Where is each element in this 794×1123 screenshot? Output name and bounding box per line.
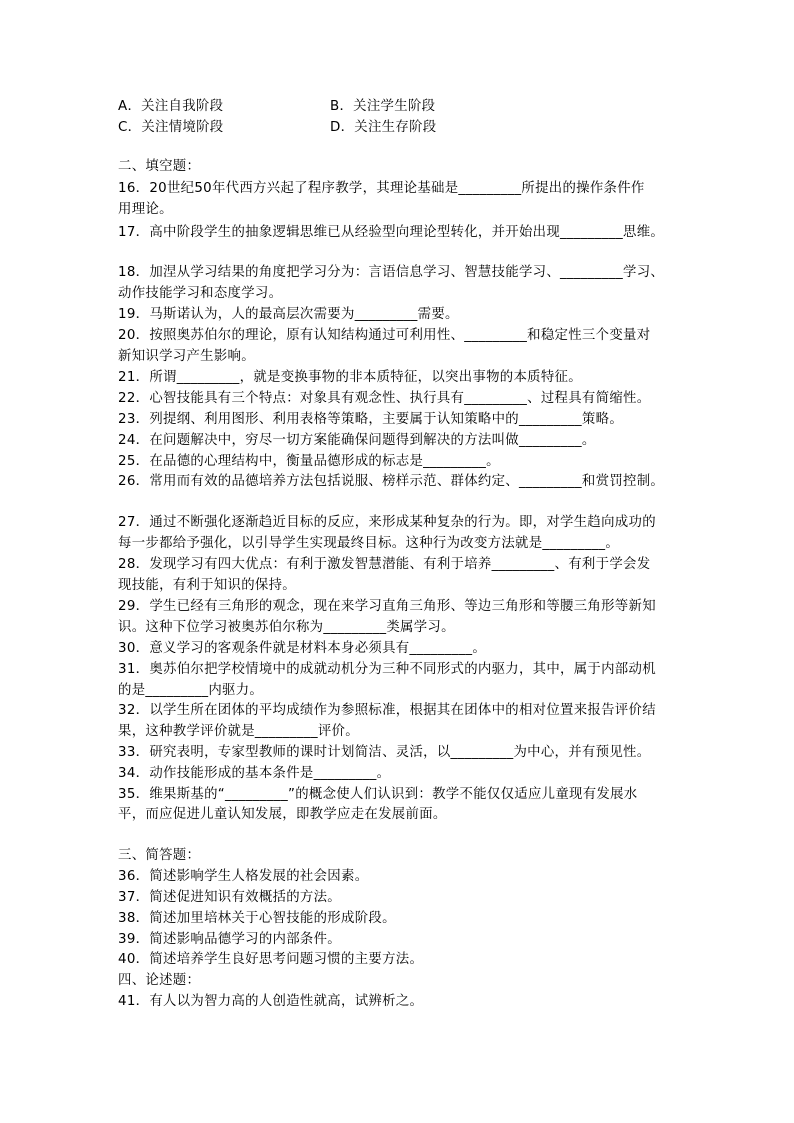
text-line: 27．通过不断强化逐渐趋近目标的反应，来形成某种复杂的行为。即，对学生趋向成功的 [118,515,656,530]
text-line: 20．按照奥苏伯尔的理论，原有认知结构通过可利用性、_________和稳定性三个变量对 [118,328,651,343]
text-line: 25．在品德的心理结构中，衡量品德形成的标志是_________。 [118,454,500,469]
text-line: 平，而应促进儿童认知发展，即教学应走在发展前面。 [118,807,447,822]
text-line: 二、填空题： [118,159,201,174]
text-line: 40．简述培养学生良好思考问题习惯的主要方法。 [118,952,424,967]
text-line: 用理论。 [118,202,173,217]
text-line: 22．心智技能具有三个特点：对象具有观念性、执行具有_________、过程具有简缩性。 [118,391,651,406]
text-line: 24．在问题解决中，穷尽一切方案能确保问题得到解决的方法叫做_________。 [118,433,596,448]
text-line: 39．简述影响品德学习的内部条件。 [118,932,341,947]
text-line: 16．20世纪50年代西方兴起了程序教学，其理论基础是_________所提出的操作条件作 [118,181,645,196]
text-line: 37．简述促进知识有效概括的方法。 [118,890,341,905]
text-line: 23．列提纲、利用图形、利用表格等策略，主要属于认知策略中的_________策略。 [118,412,624,427]
text-line: 32．以学生所在团体的平均成绩作为参照标准，根据其在团体中的相对位置来报告评价结 [118,703,656,718]
text-line: 33．研究表明，专家型教师的课时计划简洁、灵活，以_________为中心，并有预见性。 [118,745,651,760]
option-b: B．关注学生阶段 [330,99,436,114]
option-a: A．关注自我阶段 [118,99,224,114]
text-line: 30．意义学习的客观条件就是材料本身必须具有_________。 [118,641,487,656]
text-line: 现技能，有利于知识的保持。 [118,578,296,593]
text-line: 26．常用而有效的品德培养方法包括说服、榜样示范、群体约定、_________和赏罚控制。 [118,474,665,489]
text-line: 36．简述影响学生人格发展的社会因素。 [118,869,369,884]
option-c: C．关注情境阶段 [118,120,224,135]
text-line: 29．学生已经有三角形的观念，现在来学习直角三角形、等边三角形和等腰三角形等新知 [118,599,656,614]
text-line: 34．动作技能形成的基本条件是_________。 [118,766,391,781]
text-line: 三、简答题： [118,848,201,863]
text-line: 果，这种教学评价就是_________评价。 [118,724,359,739]
text-line: 17．高中阶段学生的抽象逻辑思维已从经验型向理论型转化，并开始出现_________思维。 [118,225,665,240]
text-line: 21．所谓_________，就是变换事物的非本质特征，以突出事物的本质特征。 [118,370,582,385]
text-line: 四、论述题： [118,973,201,988]
text-line: 动作技能学习和态度学习。 [118,286,283,301]
text-line: 识。这种下位学习被奥苏伯尔称为_________类属学习。 [118,620,455,635]
text-line: 19．马斯诺认为，人的最高层次需要为_________需要。 [118,307,459,322]
text-line: 新知识学习产生影响。 [118,349,255,364]
text-line: 38．简述加里培林关于心智技能的形成阶段。 [118,911,396,926]
text-line: 41．有人以为智力高的人创造性就高，试辨析之。 [118,994,424,1009]
text-line: 35．维果斯基的“_________”的概念使人们认识到：教学不能仅仅适应儿童现有发展水 [118,787,638,802]
text-line: 31．奥苏伯尔把学校情境中的成就动机分为三种不同形式的内驱力，其中，属于内部动机 [118,662,656,677]
text-line: 的是_________内驱力。 [118,683,264,698]
text-line: 每一步都给予强化，以引导学生实现最终目标。这种行为改变方法就是_________。 [118,536,620,551]
option-d: D．关注生存阶段 [330,120,437,135]
text-line: 18．加涅从学习结果的角度把学习分为：言语信息学习、智慧技能学习、_________学习、 [118,265,665,280]
text-line: 28．发现学习有四大优点：有利于激发智慧潜能、有利于培养_________、有利于学会发 [118,557,651,572]
